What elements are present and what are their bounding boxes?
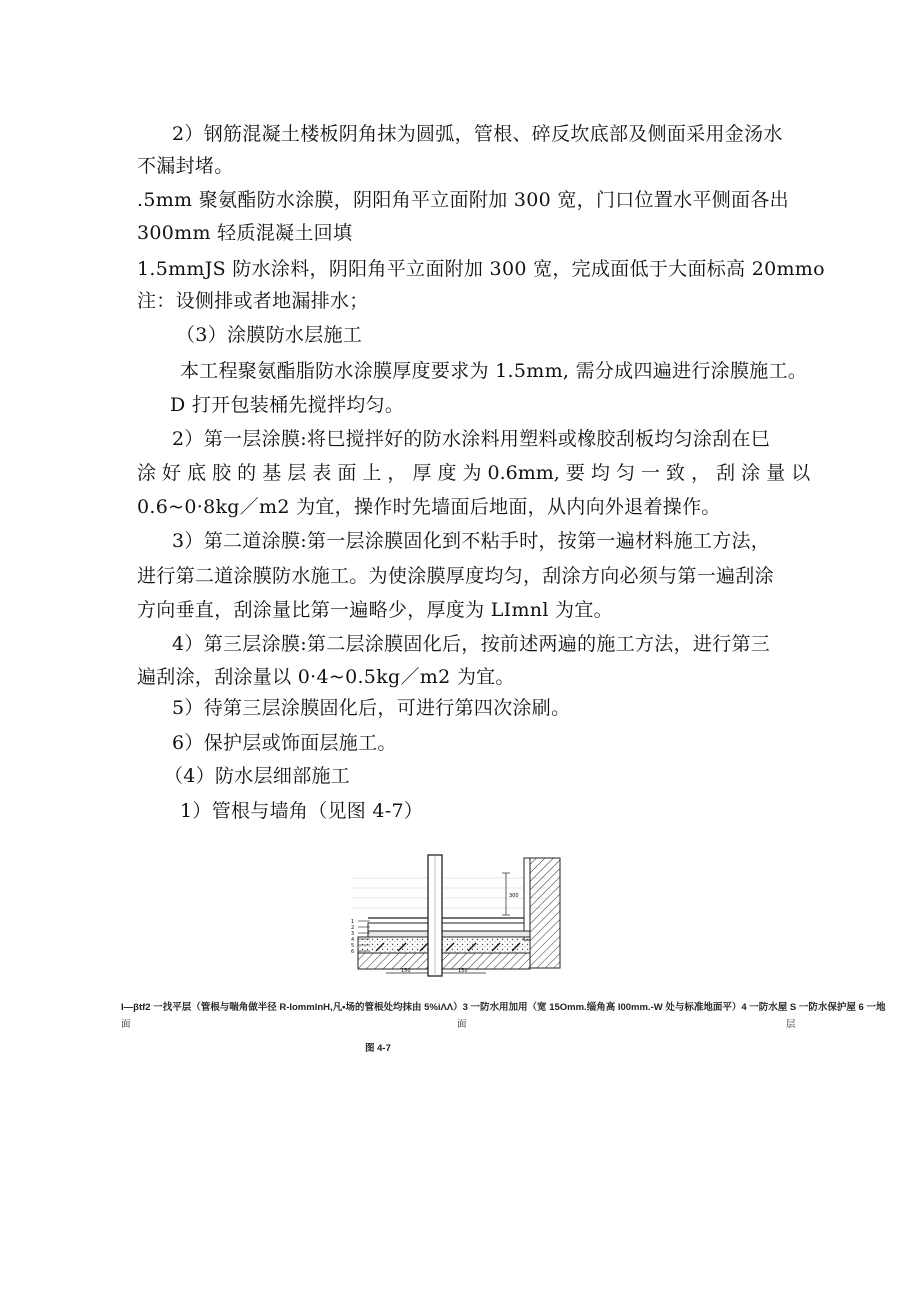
figure-caption-line-2-right: 层 [786, 1019, 796, 1030]
waterproof-layer [368, 931, 530, 937]
para-line-9: D 打开包装桶先搅拌均匀。 [170, 394, 405, 416]
wall-body [530, 858, 560, 968]
figure-caption-line-2-left: 面 [121, 1019, 131, 1030]
section-heading-3: （3）涂膜防水层施工 [176, 324, 363, 346]
para-line-13: 3）第二道涂膜:第一层涂膜固化到不粘手时，按第一遍材料施工方法， [172, 530, 771, 552]
dim-label-wall: 300 [509, 893, 519, 899]
para-line-6: 注：设侧排或者地漏排水； [137, 290, 369, 312]
para-line-3: .5mm 聚氨酯防水涂膜，阴阳角平立面附加 300 宽，门口位置水平侧面各出 [137, 189, 789, 211]
para-line-14: 进行第二道涂膜防水施工。为使涂膜厚度均匀，刮涂方向必须与第一遍刮涂 [137, 565, 774, 587]
screed-layer [358, 937, 530, 953]
dim-label-right: 150 [458, 968, 468, 974]
slab-concrete [358, 953, 530, 969]
para-line-18: 5）待第三层涂膜固化后，可进行第四次涂刷。 [172, 697, 571, 719]
para-line-1: 2）钢筋混凝土楼板阴角抹为圆弧，管根、碎反坎底部及侧面采用金汤水 [172, 123, 783, 145]
para-line-19: 6）保护层或饰面层施工。 [172, 732, 397, 754]
para-line-12: 0.6~0·8kg／m2 为宜，操作时先墙面后地面，从内向外退着操作。 [137, 496, 721, 518]
wall-membrane [524, 858, 530, 940]
para-line-17: 遍刮涂，刮涂量以 0·4~0.5kg／m2 为宜。 [137, 666, 515, 688]
para-line-4: 300mm 轻质混凝土回填 [137, 222, 353, 244]
dim-label-left: 150 [401, 968, 411, 974]
section-heading-4: （4）防水层细部施工 [164, 765, 351, 787]
protection-layer [368, 923, 524, 931]
para-line-2: 不漏封堵。 [137, 155, 234, 177]
para-line-5: 1.5mmJS 防水涂料，阴阳角平立面附加 300 宽，完成面低于大面标高 20mmo [137, 258, 825, 280]
layer-number-1: 1 [351, 919, 355, 925]
para-line-16: 4）第三层涂膜:第二层涂膜固化后，按前述两遍的施工方法，进行第三 [172, 633, 771, 655]
para-line-8: 本工程聚氨酯脂防水涂膜厚度要求为 1.5mm, 需分成四遍进行涂膜施工。 [180, 360, 808, 382]
layer-number-2: 2 [351, 925, 355, 931]
layer-number-3: 3 [351, 931, 355, 937]
para-line-10: 2）第一层涂膜:将巳搅拌好的防水涂料用塑料或橡胶刮板均匀涂刮在巳 [172, 428, 771, 450]
layer-number-6: 6 [351, 949, 355, 955]
para-line-21: 1）管根与墙角（见图 4-7） [180, 800, 424, 822]
layer-number-5: 5 [351, 943, 355, 949]
figure-title: 图 4-7 [365, 1043, 391, 1054]
figure-caption-line-2-mid: 面 [457, 1019, 467, 1030]
pipe-root-detail-figure [346, 853, 574, 978]
layer-number-4: 4 [351, 937, 355, 943]
para-line-11: 涂 好 底 胶 的 基 层 表 面 上 ， 厚 度 为 0.6mm, 要 均 匀 一 致 ， 刮 涂 量 以 [137, 462, 811, 484]
figure-caption-line-1: I—βtf2 一找平层（管根与喘角做半径 R-lommlnH,凡•场的管根处均抹由 5%iΛΛ）3 一防水用加用（宽 15Omm.缁角高 l00mm.-W 处与标准地面平）4 一防水屋 S 一防水保护屋 6 一地 [121, 1002, 886, 1013]
para-line-15: 方向垂直，刮涂量比第一遍略少，厚度为 LImnl 为宜。 [137, 599, 613, 621]
